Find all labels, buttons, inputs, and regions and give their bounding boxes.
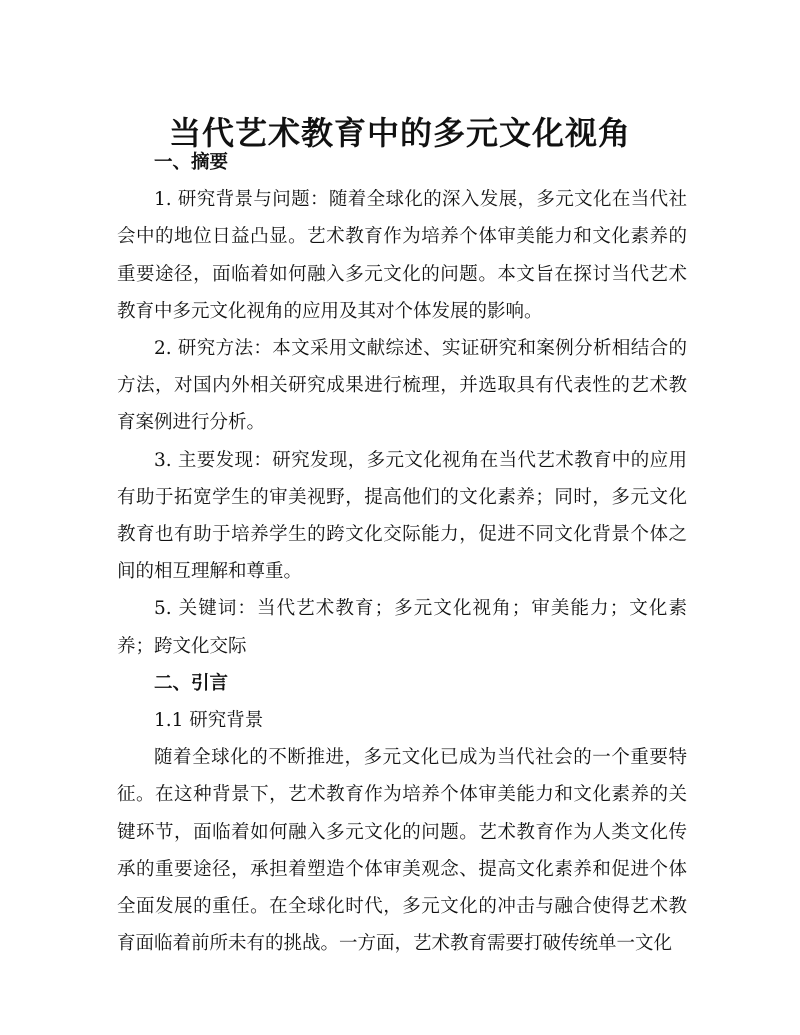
abstract-paragraph-3: 3. 主要发现：研究发现，多元文化视角在当代艺术教育中的应用有助于拓宽学生的审美视野，提高他们的文化素养；同时，多元文化教育也有助于培养学生的跨文化交际能力，促进不同文化背景个体之间的相互理解和尊重。 (117, 449, 687, 583)
introduction-paragraph-1: 随着全球化的不断推进，多元文化已成为当代社会的一个重要特征。在这种背景下，艺术教育作为培养个体审美能力和文化素养的关键环节，面临着如何融入多元文化的问题。艺术教育作为人类文化传承的重要途径，承担着塑造个体审美观念、提高文化素养和促进个体全面发展的重任。在全球化时代，多元文化的冲击与融合使得艺术教育面临着前所未有的挑战。一方面，艺术教育需要打破传统单一文化 (117, 747, 687, 955)
document-body (117, 144, 687, 962)
abstract-paragraph-1: 1. 研究背景与问题：随着全球化的深入发展，多元文化在当代社会中的地位日益凸显。艺术教育作为培养个体审美能力和文化素养的重要途径，面临着如何融入多元文化的问题。本文旨在探讨当代艺术教育中多元文化视角的应用及其对个体发展的影响。 (117, 189, 687, 322)
section-heading-introduction: 二、引言 (154, 672, 229, 694)
document-title: 当代艺术教育中的多元文化视角 (168, 114, 631, 153)
subheading-research-background: 1.1 研究背景 (154, 710, 264, 732)
section-heading-abstract: 一、摘要 (154, 152, 229, 173)
abstract-paragraph-2: 2. 研究方法：本文采用文献综述、实证研究和案例分析相结合的方法，对国内外相关研究成果进行梳理，并选取具有代表性的艺术教育案例进行分析。 (117, 338, 687, 434)
abstract-paragraph-5: 5. 关键词：当代艺术教育；多元文化视角；审美能力；文化素养；跨文化交际 (117, 598, 687, 657)
